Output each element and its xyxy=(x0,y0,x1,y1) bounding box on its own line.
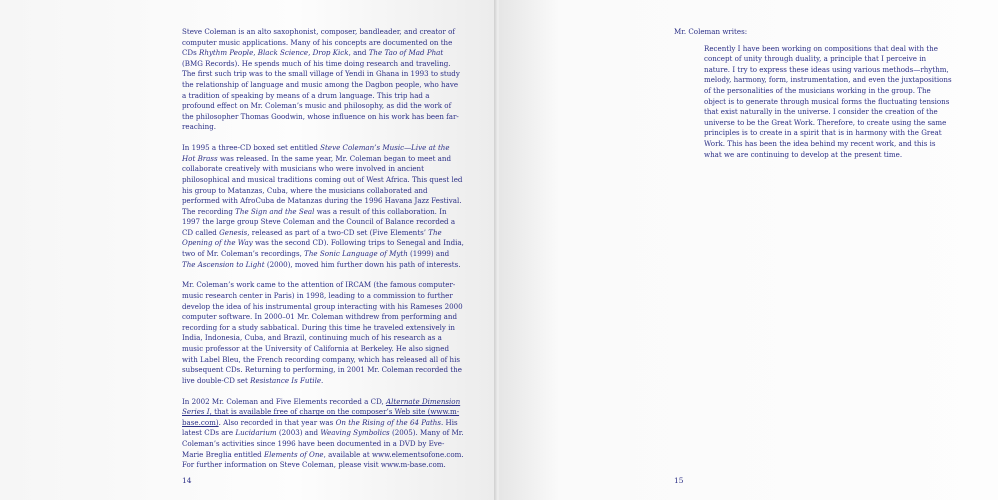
italic-title: Lucidarium xyxy=(235,428,277,438)
text-run: In 2002 Mr. Coleman and Five Elements recorded a CD, xyxy=(182,396,387,406)
text-run: . His latest CDs are xyxy=(182,417,458,438)
text-run: (BMG Records). He spends much of his time doing research and traveling. The first such trip was to the small village of Yendi in Ghana in 1993 to study the relationship of language and music among the Dagbon people, who have a tradition of speaking by means of a drum language. This trip had a profound effect on Mr. Coleman’s music and philosophy, as did the work of the philosopher Thomas Goodwin, whose influence on his work has been far-reaching. xyxy=(182,58,460,132)
text-run: (1999) and xyxy=(407,249,450,259)
block-quote: Recently I have been working on compositions that deal with the concept of unity through duality, a principle that I perceive in nature. I try to express these ideas using various methods—rhythm, melody, harmony, form, instrumentation, and even the juxtapositions of the personalities of the musicians working in the group. The object is to generate through musical forms the fluctuating tensions that exist naturally in the universe. I consider the creation of the universe to be the Great Work. Therefore, to create using the same principles is to create in a spirit that is in harmony with the Great Work. This has been the idea behind my recent work, and this is what we are continuing to develop at the present time. xyxy=(704,43,952,159)
italic-title: Elements of One xyxy=(263,449,324,459)
italic-title: Drop Kick xyxy=(312,48,349,58)
text-run: was the second CD). Following trips to Senegal and India, two of Mr. Coleman’s recordings, xyxy=(182,238,464,259)
text-run: , that is available free of charge on the composer’s Web site (www.m-base.com) xyxy=(182,407,460,427)
paragraph xyxy=(182,397,464,471)
text-run: Mr. Coleman’s work came to the attention of IRCAM (the famous computer-music research center in Paris) in 1998, leading to a commission to further develop the idea of his instrumental group interacting with his Rameses 2000 computer software. In 2000–01 Mr. Coleman withdrew from performing and recording for a study sabbatical. During this time he traveled extensively in India, Indonesia, Cuba, and Brazil, continuing much of his research as a music professor at the University of California at Berkeley. He also signed with Label Bleu, the French recording company, which has released all of his subsequent CDs. Returning to performing, in 2001 Mr. Coleman recorded the live double-CD set xyxy=(182,280,463,385)
page-number-right: 15 xyxy=(674,476,684,485)
italic-title: Genesis xyxy=(219,227,248,237)
page-number-left: 14 xyxy=(182,476,192,485)
text-run: . Also recorded in that year was xyxy=(218,417,336,427)
right-page xyxy=(500,0,998,500)
italic-title: Black Science xyxy=(257,48,309,58)
italic-title: The Ascension to Light xyxy=(182,259,265,269)
text-run: , xyxy=(253,48,258,58)
text-run: Steve Coleman is an alto saxophonist, composer, bandleader, and creator of computer music applications. Many of his concepts are documented on the CDs xyxy=(182,27,455,58)
text-run: In 1995 a three-CD boxed set entitled xyxy=(182,143,321,153)
text-run: , available at www.elementsofone.com. For further information on Steve Coleman, please visit www.m-base.com. xyxy=(182,449,464,470)
text-run: . xyxy=(321,375,324,385)
italic-title: The Sign and the Seal xyxy=(235,206,315,216)
right-page-body xyxy=(674,27,954,160)
text-run: , released as part of a two-CD set (Five Elements’ xyxy=(247,227,429,237)
paragraph xyxy=(182,143,464,270)
text-run: , and xyxy=(348,48,369,58)
paragraph xyxy=(182,280,464,386)
italic-title: The Tao of Mad Phat xyxy=(368,48,444,58)
text-run: (2000), moved him further down his path of interests. xyxy=(264,259,461,269)
italic-title: On the Rising of the 64 Paths xyxy=(335,417,442,427)
text-run: (2005). Many of Mr. Coleman’s activities since 1996 have been documented in a DVD by Eve-Marie Breglia entitled xyxy=(182,428,464,459)
italic-title: Rhythm People xyxy=(199,48,254,58)
italic-title: Alternate Dimension Series I xyxy=(182,396,461,417)
italic-title: Resistance Is Futile xyxy=(250,375,322,385)
left-page-body xyxy=(182,27,464,481)
italic-title: Steve Coleman’s Music—Live at the Hot Brass xyxy=(182,143,450,163)
text-run: , xyxy=(308,48,313,58)
text-run: was a result of this collaboration. In 1997 the large group Steve Coleman and the Council of Balance recorded a CD called xyxy=(182,206,456,237)
text-run: (2003) and xyxy=(276,428,321,438)
text-run: was released. In the same year, Mr. Coleman began to meet and collaborate creatively with musicians who were involved in ancient philosophical and musical traditions coming out of West Africa. This quest led his group to Matanzas, Cuba, where the musicians collaborated and performed with AfroCuba de Matanzas during the 1996 Havana Jazz Festival. The recording xyxy=(182,153,463,216)
quote-intro: Mr. Coleman writes: xyxy=(674,27,748,36)
italic-title: The Opening of the Way xyxy=(182,227,442,248)
italic-title: The Sonic Language of Myth xyxy=(304,249,408,259)
left-page xyxy=(0,0,496,500)
italic-title: Weaving Symbolics xyxy=(320,428,390,438)
paragraph xyxy=(182,27,464,133)
